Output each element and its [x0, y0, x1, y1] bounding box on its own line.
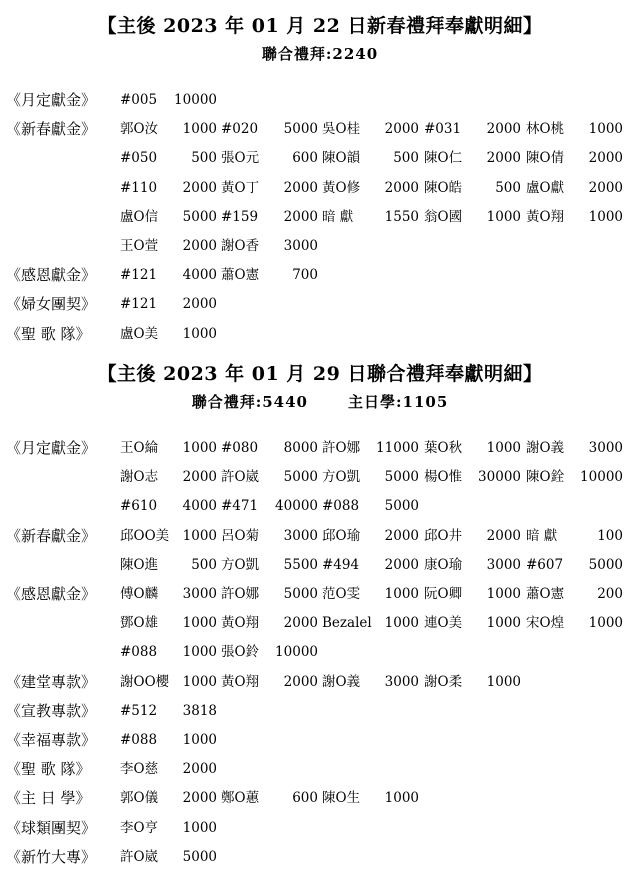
donor-name: 連O美	[424, 615, 463, 632]
donation-amount: 3818	[182, 702, 217, 719]
donation-entry	[322, 611, 423, 635]
donation-entry	[424, 611, 525, 635]
donor-name: 邱O井	[424, 527, 463, 544]
category-label: 《球類團契》	[6, 818, 97, 837]
donation-amount: 1000	[384, 615, 419, 632]
donor-name: 陳O韻	[322, 150, 361, 167]
donation-entry	[322, 465, 423, 489]
donor-name: #471	[221, 498, 259, 515]
donation-amount: 1000	[182, 819, 217, 836]
donor-name: 陳O進	[120, 556, 159, 573]
category-row	[0, 640, 640, 669]
donation-amount: 500	[495, 179, 521, 196]
donation-amount: 1000	[182, 527, 217, 544]
donation-entry	[322, 786, 423, 810]
donation-amount: 3000	[384, 673, 419, 690]
donor-name: 黃O修	[322, 179, 361, 196]
donation-amount: 3000	[486, 556, 521, 573]
donation-amount: 1000	[486, 440, 521, 456]
donor-name: 蕭O憲	[526, 586, 565, 602]
donation-entry	[120, 117, 221, 141]
section-title: 【主後 2023 年 01 月 29 日聯合禮拜奉獻明細】	[97, 363, 543, 385]
donation-amount: 1000	[588, 208, 623, 225]
donation-amount: 2000	[486, 150, 521, 167]
donor-name: 邱OO美	[120, 527, 170, 544]
donation-entry	[424, 205, 525, 229]
donation-entry	[221, 670, 322, 694]
donor-name: 張O鈴	[221, 644, 260, 661]
donation-entry	[526, 205, 627, 229]
donation-entry	[424, 670, 525, 694]
donation-entry	[221, 263, 322, 287]
donor-name: 暗 獻	[322, 208, 354, 225]
category-row	[0, 582, 640, 611]
donation-entry	[120, 176, 221, 200]
donation-amount: 500	[191, 150, 217, 167]
donor-name: 陳O仁	[424, 150, 463, 167]
donation-amount: 600	[292, 150, 318, 167]
donation-entry	[221, 146, 322, 170]
category-label: 《新竹大專》	[6, 847, 97, 866]
donation-entry	[322, 524, 423, 548]
donation-entry	[526, 436, 627, 460]
category-row	[0, 845, 640, 874]
donation-entry	[120, 728, 221, 752]
donation-amount: 2000	[182, 296, 217, 313]
donation-entry	[120, 234, 221, 258]
donation-amount: 1000	[182, 615, 217, 632]
donation-entry	[221, 611, 322, 635]
donation-entry	[322, 117, 423, 141]
donor-name: 陳O倩	[526, 150, 565, 167]
donation-entry	[221, 436, 322, 460]
donor-name: 王O萱	[120, 238, 159, 254]
donation-amount: 2000	[384, 527, 419, 544]
category-row	[0, 146, 640, 175]
donation-amount: 600	[292, 790, 318, 807]
donation-entry	[424, 117, 525, 141]
donation-entry	[322, 553, 423, 577]
donation-amount: 5000	[283, 586, 318, 602]
donor-name: #121	[120, 267, 158, 284]
donation-amount: 1000	[182, 644, 217, 661]
donation-amount: 10000	[275, 644, 318, 661]
donation-amount: 1000	[182, 440, 217, 456]
donor-name: 許O崴	[120, 848, 159, 865]
donation-entry	[221, 117, 322, 141]
donor-name: 謝O義	[322, 673, 361, 690]
subtotal: 聯合禮拜:5440	[191, 393, 308, 411]
donation-entry	[120, 582, 221, 606]
category-row	[0, 88, 640, 117]
donation-entry	[526, 553, 627, 577]
donation-entry	[120, 757, 221, 781]
donation-entry	[424, 146, 525, 170]
subtotal: 主日學:1105	[348, 393, 449, 411]
donor-name: #512	[120, 702, 158, 719]
donation-amount: 2000	[384, 556, 419, 573]
donation-entry	[120, 494, 221, 518]
donor-name: 許O娜	[221, 586, 260, 602]
donor-name: 許O娜	[322, 440, 361, 456]
donation-entry	[221, 494, 322, 518]
donation-entry	[424, 436, 525, 460]
donation-amount: 100	[597, 527, 623, 544]
donation-entry	[526, 146, 627, 170]
donation-amount: 3000	[283, 527, 318, 544]
category-row	[0, 176, 640, 205]
donor-name: 鄭O蕙	[221, 790, 260, 807]
donor-name: #088	[120, 644, 158, 661]
donor-name: #610	[120, 498, 158, 515]
donation-amount: 2000	[283, 208, 318, 225]
donor-name: #020	[221, 121, 259, 138]
donor-name: 陳O生	[322, 790, 361, 807]
donation-entry	[120, 436, 221, 460]
donation-amount: 1550	[384, 208, 419, 225]
donation-amount: 1000	[486, 586, 521, 602]
donation-entry	[120, 786, 221, 810]
donor-name: 李O慈	[120, 761, 159, 778]
donation-entry	[120, 205, 221, 229]
donation-amount: 5500	[283, 556, 318, 573]
donation-amount: 5000	[182, 208, 217, 225]
donation-entry	[221, 786, 322, 810]
donation-entry	[221, 582, 322, 606]
donor-name: 楊O惟	[424, 469, 463, 486]
donor-name: 李O亨	[120, 819, 159, 836]
donor-name: #088	[322, 498, 360, 515]
donation-entry	[526, 582, 627, 606]
donation-amount: 4000	[182, 267, 217, 284]
donor-name: 方O凱	[221, 556, 260, 573]
category-label: 《聖 歌 隊》	[6, 324, 91, 343]
category-label: 《月定獻金》	[6, 91, 97, 109]
donor-name: 阮O卿	[424, 586, 463, 602]
donation-amount: 30000	[478, 469, 521, 486]
category-label: 《感恩獻金》	[6, 585, 97, 603]
donation-amount: 2000	[486, 527, 521, 544]
donation-entry	[424, 176, 525, 200]
donation-amount: 1000	[486, 673, 521, 690]
category-label: 《建堂專款》	[6, 672, 97, 691]
donation-entry	[526, 524, 627, 548]
donation-amount: 2000	[283, 673, 318, 690]
donor-name: 謝O志	[120, 469, 159, 486]
donation-amount: 1000	[182, 673, 217, 690]
donation-amount: 1000	[182, 732, 217, 748]
donor-name: 范O雯	[322, 586, 361, 602]
category-label: 《感恩獻金》	[6, 266, 97, 285]
category-row	[0, 786, 640, 815]
donation-amount: 2000	[588, 179, 623, 196]
donor-name: 郭O儀	[120, 790, 159, 807]
donor-name: 葉O秋	[424, 440, 463, 456]
category-row	[0, 465, 640, 494]
donor-name: 盧O美	[120, 325, 159, 342]
donation-entry	[526, 117, 627, 141]
donation-amount: 10000	[580, 469, 623, 486]
donor-name: 盧O信	[120, 208, 159, 225]
donor-name: 方O凱	[322, 469, 361, 486]
donation-entry	[120, 553, 221, 577]
donor-name: 許O崴	[221, 469, 260, 486]
donation-amount: 1000	[486, 615, 521, 632]
donor-name: #110	[120, 179, 158, 196]
donation-entry	[526, 465, 627, 489]
donation-amount: 2000	[283, 615, 318, 632]
donor-name: 盧O獻	[526, 179, 565, 196]
donation-entry	[120, 88, 221, 112]
category-row	[0, 757, 640, 786]
donor-name: #005	[120, 92, 158, 108]
category-label: 《幸福專款》	[6, 731, 97, 749]
donation-amount: 1000	[182, 121, 217, 138]
category-row	[0, 816, 640, 845]
donor-name: 黃O翔	[221, 673, 260, 690]
donor-name: 黃O翔	[526, 208, 565, 225]
category-row	[0, 292, 640, 321]
donor-name: 邱O瑜	[322, 527, 361, 544]
donation-amount: 40000	[275, 498, 318, 515]
donation-amount: 3000	[182, 586, 217, 602]
category-row	[0, 524, 640, 553]
donation-amount: 2000	[182, 469, 217, 486]
donor-name: 林O桃	[526, 121, 565, 138]
donor-name: 黃O翔	[221, 615, 260, 632]
donation-entry	[424, 524, 525, 548]
donor-name: #050	[120, 150, 158, 167]
donation-entry	[424, 465, 525, 489]
donation-amount: 2000	[182, 238, 217, 254]
category-row	[0, 263, 640, 292]
donation-amount: 1000	[486, 208, 521, 225]
category-label: 《聖 歌 隊》	[6, 760, 91, 779]
donation-amount: 1000	[384, 790, 419, 807]
donation-entry	[322, 494, 423, 518]
donor-name: #088	[120, 732, 158, 748]
donation-amount: 5000	[588, 556, 623, 573]
donor-name: #121	[120, 296, 158, 313]
category-label: 《月定獻金》	[6, 439, 97, 457]
donation-entry	[322, 146, 423, 170]
donation-entry	[120, 292, 221, 316]
donor-name: 謝O義	[526, 440, 565, 456]
donor-name: 康O瑜	[424, 556, 463, 573]
donation-entry	[120, 611, 221, 635]
donor-name: #607	[526, 556, 564, 573]
donor-name: 陳O皓	[424, 179, 463, 196]
donation-amount: 2000	[588, 150, 623, 167]
category-row	[0, 494, 640, 523]
donation-entry	[322, 582, 423, 606]
donation-amount: 2000	[182, 790, 217, 807]
donation-amount: 4000	[182, 498, 217, 515]
donation-amount: 1000	[588, 121, 623, 138]
donor-name: 黃O丁	[221, 179, 260, 196]
subtotal: 聯合禮拜:2240	[261, 45, 379, 63]
category-label: 《宣教專款》	[6, 701, 97, 720]
category-row	[0, 553, 640, 582]
donation-entry	[221, 553, 322, 577]
donation-amount: 10000	[174, 92, 217, 108]
donation-entry	[322, 176, 423, 200]
donation-entry	[221, 465, 322, 489]
donation-amount: 500	[393, 150, 419, 167]
donation-entry	[221, 524, 322, 548]
donation-amount: 700	[292, 267, 318, 284]
category-row	[0, 322, 640, 351]
donation-amount: 5000	[283, 121, 318, 138]
donor-name: #494	[322, 556, 360, 573]
donor-name: 鄧O雄	[120, 615, 159, 632]
donation-entry	[120, 146, 221, 170]
donor-name: 謝OO櫻	[120, 673, 170, 690]
donation-amount: 200	[597, 586, 623, 602]
donor-name: 暗 獻	[526, 527, 558, 544]
category-row	[0, 205, 640, 234]
donation-entry	[221, 205, 322, 229]
donation-entry	[120, 845, 221, 869]
donation-entry	[322, 436, 423, 460]
donation-entry	[424, 553, 525, 577]
donor-name: 蕭O憲	[221, 267, 260, 284]
donation-entry	[120, 640, 221, 664]
category-row	[0, 117, 640, 146]
donor-name: 吳O桂	[322, 121, 361, 138]
section-subtotals	[0, 44, 640, 64]
category-row	[0, 436, 640, 465]
category-label: 《新春獻金》	[6, 120, 97, 139]
donor-name: 王O綸	[120, 440, 159, 456]
category-row	[0, 611, 640, 640]
donation-amount: 2000	[283, 179, 318, 196]
donation-amount: 2000	[384, 121, 419, 138]
donation-amount: 1000	[384, 586, 419, 602]
donation-amount: 1000	[182, 325, 217, 342]
donor-name: 傅O麟	[120, 586, 159, 602]
donor-name: 翁O國	[424, 208, 463, 225]
donor-name: #080	[221, 440, 259, 456]
donation-entry	[120, 524, 221, 548]
donor-name: 宋O煌	[526, 615, 565, 632]
donation-amount: 11000	[376, 440, 419, 456]
section-subtotals	[0, 392, 640, 412]
category-label: 《新春獻金》	[6, 526, 97, 545]
donation-entry	[120, 322, 221, 346]
category-label: 《主 日 學》	[6, 789, 91, 808]
donation-entry	[221, 176, 322, 200]
donation-entry	[221, 640, 322, 664]
donor-name: 謝O柔	[424, 673, 463, 690]
donor-name: 郭O汝	[120, 121, 159, 138]
donation-entry	[424, 582, 525, 606]
donation-entry	[526, 176, 627, 200]
donation-amount: 1000	[588, 615, 623, 632]
donation-entry	[322, 205, 423, 229]
donation-entry	[120, 465, 221, 489]
donor-name: 張O元	[221, 150, 260, 167]
section-title: 【主後 2023 年 01 月 22 日新春禮拜奉獻明細】	[97, 15, 543, 37]
donor-name: #031	[424, 121, 462, 138]
donation-amount: 2000	[182, 179, 217, 196]
donor-name: Bezalel	[322, 615, 372, 632]
donation-amount: 2000	[384, 179, 419, 196]
donation-amount: 5000	[384, 498, 419, 515]
donation-amount: 500	[191, 556, 217, 573]
donation-amount: 8000	[283, 440, 318, 456]
donation-amount: 5000	[283, 469, 318, 486]
category-row	[0, 728, 640, 757]
donation-entry	[526, 611, 627, 635]
donation-entry	[322, 670, 423, 694]
donor-name: #159	[221, 208, 259, 225]
donor-name: 呂O菊	[221, 527, 260, 544]
donation-entry	[120, 263, 221, 287]
donation-amount: 2000	[486, 121, 521, 138]
category-row	[0, 699, 640, 728]
donor-name: 陳O銓	[526, 469, 565, 486]
category-row	[0, 670, 640, 699]
donation-amount: 3000	[283, 238, 318, 254]
category-label: 《婦女團契》	[6, 295, 97, 314]
donation-entry	[120, 699, 221, 723]
donation-entry	[221, 234, 322, 258]
donation-amount: 3000	[588, 440, 623, 456]
donation-entry	[120, 816, 221, 840]
category-row	[0, 234, 640, 263]
donation-amount: 2000	[182, 761, 217, 778]
donation-entry	[120, 670, 221, 694]
donation-amount: 5000	[182, 848, 217, 865]
donation-amount: 5000	[384, 469, 419, 486]
donor-name: 謝O香	[221, 238, 260, 254]
